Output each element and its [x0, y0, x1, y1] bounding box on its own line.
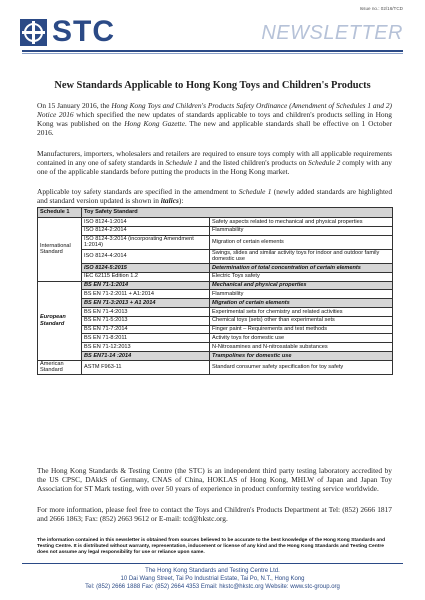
standard-description-cell: Electric Toys safety — [210, 272, 393, 281]
standard-code-cell: BS EN 71-5:2013 — [82, 316, 210, 325]
stc-emblem-icon — [20, 19, 47, 46]
standard-code-cell: BS EN 71-7:2014 — [82, 325, 210, 334]
footer-contact: Tel: (852) 2666 1888 Fax: (852) 2664 4353 Email: hkstc@hkstc.org Website: www.stc-group.org — [85, 584, 340, 590]
table-row — [38, 249, 393, 263]
standard-description-cell: Trampolines for domestic use — [210, 351, 393, 360]
schedule-column-header: Schedule 1 — [38, 208, 82, 218]
logo-text: STC — [52, 15, 115, 48]
footer-company: The Hong Kong Standards and Testing Centre Ltd. — [145, 568, 280, 574]
table-row — [38, 218, 393, 227]
standard-code-cell: ISO 8124-5:2015 — [82, 263, 210, 272]
table-row — [38, 316, 393, 325]
table-row — [38, 299, 393, 308]
contact-paragraph: For more information, please feel free to contact the Toys and Children's Products Department at Tel: (852) 2666 1817 and 2666 1863; Fax: (852) 2663 9612 or E-mail: tcd@hkstc.org. — [37, 505, 392, 524]
table-row — [38, 343, 393, 352]
standard-description-cell: Safety aspects related to mechanical and physical properties — [210, 218, 393, 227]
standard-code-cell: ISO 8124-4:2014 — [82, 249, 210, 263]
standard-code-cell: BS EN 71-2:2011 + A1:2014 — [82, 290, 210, 299]
footer-divider — [22, 563, 403, 564]
table-row — [38, 351, 393, 360]
table-row — [38, 272, 393, 281]
newsletter-label: NEWSLETTER — [261, 22, 403, 44]
table-row — [38, 281, 393, 290]
standard-code-cell: BS EN71-14 :2014 — [82, 351, 210, 360]
table-row — [38, 307, 393, 316]
standards-intro-paragraph: Applicable toy safety standards are specified in the amendment to Schedule 1 (newly added standards are highlighted and standard version updated is shown in italics): — [37, 187, 393, 206]
schedule-group-cell: International Standard — [38, 218, 82, 282]
standard-description-cell: Flammability — [210, 226, 393, 235]
standard-code-cell: BS EN 71-12:2013 — [82, 343, 210, 352]
standard-description-cell: Mechanical and physical properties — [210, 281, 393, 290]
standard-description-cell: Migration of certain elements — [210, 299, 393, 308]
standard-description-cell: Finger paint – Requirements and test methods — [210, 325, 393, 334]
standard-description-cell: Chemical toys (sets) other than experimental sets — [210, 316, 393, 325]
header-divider — [22, 50, 403, 52]
standard-description-cell: Experimental sets for chemistry and related activities — [210, 307, 393, 316]
disclaimer: The information contained in this newsletter is obtained from sources believed to be accurate to the best knowledge of the Hong Kong Standards and Testing Centre. It is distributed without warranty, representation, inducement or license of any kind and the Hong Kong Standards and Testing Centre does not assume any legal responsibility for use or reliance upon same. — [37, 538, 386, 555]
header-divider-thin — [22, 53, 403, 54]
footer-address: 10 Dai Wang Street, Tai Po Industrial Estate, Tai Po, N.T., Hong Kong — [120, 576, 305, 582]
table-row — [38, 325, 393, 334]
standard-description-cell: Migration of certain elements — [210, 235, 393, 249]
standard-description-cell: N-Nitrosamines and N-nitrosatable substances — [210, 343, 393, 352]
stc-logo — [20, 17, 115, 47]
issue-reference: Issue no.: 02/16/TCD — [359, 6, 403, 11]
table-row — [38, 290, 393, 299]
article-title: New Standards Applicable to Hong Kong Toys and Children's Products — [54, 80, 371, 91]
standard-code-cell: BS EN 71-8:2011 — [82, 334, 210, 343]
standard-description-cell: Swings, slides and similar activity toys for indoor and outdoor family domestic use — [210, 249, 393, 263]
standard-code-cell: BS EN 71-3:2013 + A1 2014 — [82, 299, 210, 308]
standard-code-cell: BS EN 71-1:2014 — [82, 281, 210, 290]
table-row — [38, 334, 393, 343]
requirements-paragraph: Manufacturers, importers, wholesalers and retailers are required to ensure toys comply with all applicable requirements contained in any one of safety standards in Schedule 1 and the listed children's products on Schedule 2 comply with any one of the applicable standards before putting the products in the Hong Kong market. — [37, 149, 393, 177]
table-row — [38, 235, 393, 249]
standard-code-cell: BS EN 71-4:2013 — [82, 307, 210, 316]
standard-description-cell: Flammability — [210, 290, 393, 299]
standard-description-cell: Activity toys for domestic use — [210, 334, 393, 343]
table-row — [38, 226, 393, 235]
toy-safety-standards-table — [37, 207, 393, 375]
standard-description-cell: Standard consumer safety specification for toy safety — [210, 360, 393, 374]
intro-paragraph: On 15 January 2016, the Hong Kong Toys and Children's Products Safety Ordinance (Amendment of Schedules 1 and 2) Notice 2016 which specified the new updates of standards applicable to toys and children's products selling in Hong Kong was published on the Hong Kong Gazette. The new and applicable standards shall be effective on 1 October 2016. — [37, 101, 392, 138]
standard-description-cell: Determination of total concentration of certain elements — [210, 263, 393, 272]
standard-code-cell: ASTM F963-11 — [82, 360, 210, 374]
standard-column-header: Toy Safety Standard — [82, 208, 393, 218]
schedule-group-cell: American Standard — [38, 360, 82, 374]
table-row — [38, 263, 393, 272]
schedule-group-cell: European Standard — [38, 281, 82, 360]
table-header-row — [38, 208, 393, 218]
standard-code-cell: ISO 8124-1:2014 — [82, 218, 210, 227]
standard-code-cell: ISO 8124-2:2014 — [82, 226, 210, 235]
table-row — [38, 360, 393, 374]
stc-about-paragraph: The Hong Kong Standards & Testing Centre (the STC) is an independent third party testing laboratory accredited by the US CPSC, DAkkS of Germany, CNAS of China, HOKLAS of Hong Kong, MHLW of Japan and Japan Toy Association for ST Mark testing, with over 50 years of experience in product conformity testing service worldwide. — [37, 466, 392, 494]
standard-code-cell: ISO 8124-3:2014 (incorporating Amendment 1:2014) — [82, 235, 210, 249]
standard-code-cell: IEC 62115 Edition 1.2 — [82, 272, 210, 281]
